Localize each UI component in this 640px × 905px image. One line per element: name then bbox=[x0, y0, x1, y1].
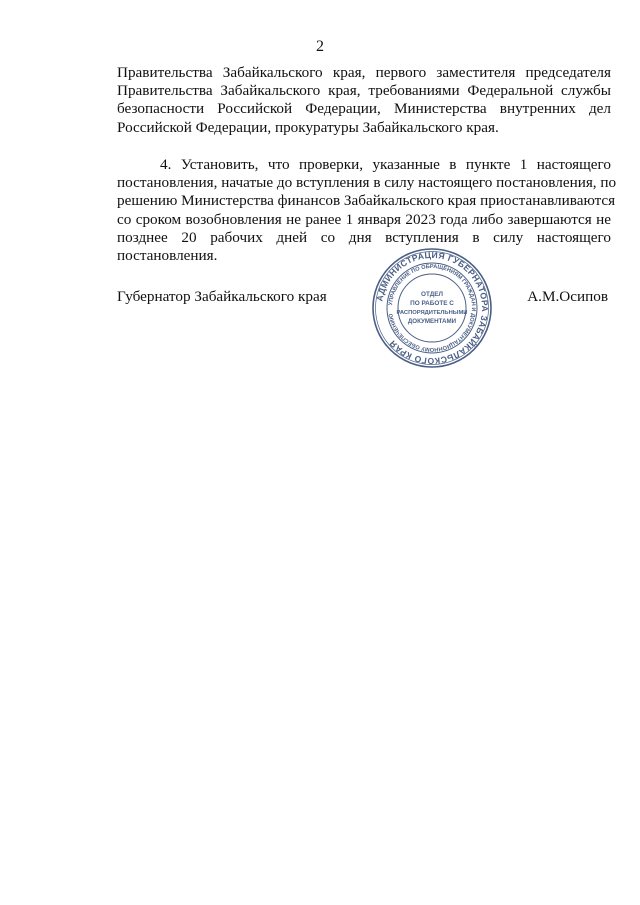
seal-inner-ring bbox=[398, 274, 466, 342]
seal-stamp-icon bbox=[370, 246, 494, 370]
text-line: постановления, начатые до вступления в силу настоящего постановления, по bbox=[117, 174, 617, 192]
text-line: 4. Установить, что проверки, указанные в пункте 1 настоящего bbox=[160, 156, 611, 173]
page-number: 2 bbox=[316, 38, 324, 55]
paragraph-item-4 bbox=[117, 156, 617, 265]
text-line: решению Министерства финансов Забайкальского края приостанавливаются bbox=[117, 192, 616, 210]
text-line: Российской Федерации, прокуратуры Забайкальского края. bbox=[117, 118, 499, 136]
text-line: безопасности Российской Федерации, Министерства внутренних дел bbox=[117, 100, 611, 118]
seal-inner-text-path: УПРАВЛЕНИЕ ПО ОБРАЩЕНИЯМ ГРАЖДАН И ДОКУМЕНТАЦИОННОМУ ОБЕСПЕЧЕНИЮ bbox=[388, 263, 477, 353]
text-line: Правительства Забайкальского края, первого заместителя председателя bbox=[117, 64, 611, 81]
signature-role: Губернатор Забайкальского края bbox=[117, 288, 327, 305]
official-seal bbox=[370, 246, 494, 370]
text-line: постановления. bbox=[117, 247, 218, 265]
seal-inner-text bbox=[388, 264, 476, 352]
seal-center-line: ОТДЕЛ bbox=[420, 291, 444, 298]
seal-center-line: ДОКУМЕНТАМИ bbox=[407, 318, 457, 325]
seal-center-line: РАСПОРЯДИТЕЛЬНЫМИ bbox=[396, 310, 468, 316]
text-line: Правительства Забайкальского края, требованиями Федеральной службы bbox=[117, 82, 611, 100]
seal-middle-ring bbox=[387, 263, 477, 353]
seal-outer-text-path: АДМИНИСТРАЦИЯ ГУБЕРНАТОРА ЗАБАЙКАЛЬСКОГО КРАЯ bbox=[374, 249, 491, 367]
text-line: позднее 20 рабочих дней со дня вступления в силу настоящего bbox=[117, 228, 611, 246]
seal-center-line: ПО РАБОТЕ С bbox=[410, 300, 454, 307]
signature-name: А.М.Осипов bbox=[527, 288, 608, 305]
text-line: со сроком возобновления не ранее 1 января 2023 года либо завершаются не bbox=[117, 210, 611, 228]
paragraph-continuation bbox=[117, 64, 611, 137]
